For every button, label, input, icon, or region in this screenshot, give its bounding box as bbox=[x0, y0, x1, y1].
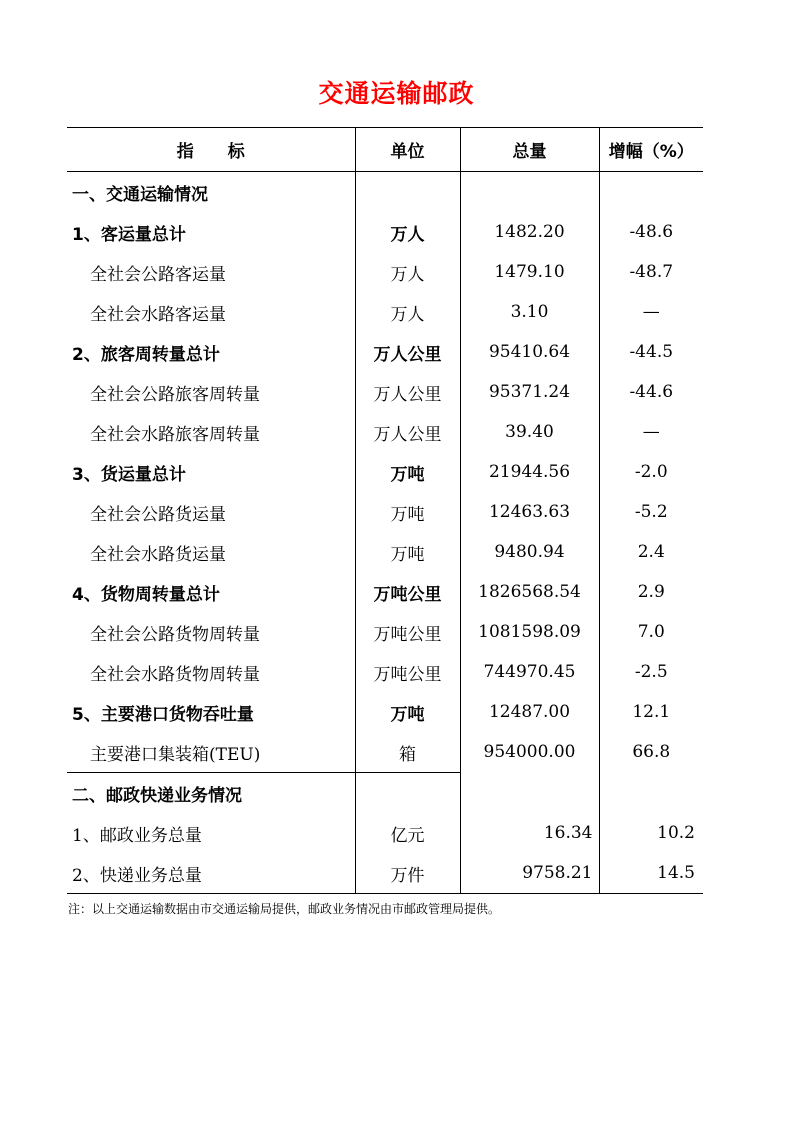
indicator-cell: 全社会公路货物周转量 bbox=[90, 624, 260, 645]
growth-cell: 2.9 bbox=[599, 572, 703, 612]
table-row bbox=[67, 292, 703, 332]
data-table bbox=[67, 127, 703, 894]
section-title: 二、邮政快递业务情况 bbox=[67, 773, 355, 814]
unit-cell: 万吨 bbox=[355, 492, 460, 532]
total-cell: 9480.94 bbox=[460, 532, 599, 572]
indicator-cell: 1、客运量总计 bbox=[72, 224, 186, 245]
growth-cell: 10.2 bbox=[599, 813, 703, 853]
unit-cell: 万人 bbox=[355, 292, 460, 332]
total-cell: 9758.21 bbox=[460, 853, 599, 894]
total-cell: 1081598.09 bbox=[460, 612, 599, 652]
unit-cell: 万吨公里 bbox=[355, 652, 460, 692]
growth-cell: 12.1 bbox=[599, 692, 703, 732]
total-cell: 16.34 bbox=[460, 813, 599, 853]
table-header-row bbox=[67, 128, 703, 172]
growth-cell bbox=[599, 773, 703, 814]
growth-cell: -44.6 bbox=[599, 372, 703, 412]
total-cell: 3.10 bbox=[460, 292, 599, 332]
table-row bbox=[67, 652, 703, 692]
unit-cell: 万吨公里 bbox=[355, 572, 460, 612]
unit-cell: 万人公里 bbox=[355, 412, 460, 452]
indicator-cell: 全社会公路货运量 bbox=[90, 504, 226, 525]
page-title: 交通运输邮政 bbox=[318, 79, 475, 108]
unit-cell: 万人 bbox=[355, 252, 460, 292]
unit-cell bbox=[355, 773, 460, 814]
indicator-cell: 全社会水路货物周转量 bbox=[90, 664, 260, 685]
unit-cell: 亿元 bbox=[355, 813, 460, 853]
total-cell: 12487.00 bbox=[460, 692, 599, 732]
unit-cell: 万人公里 bbox=[355, 372, 460, 412]
growth-cell: 66.8 bbox=[599, 732, 703, 773]
indicator-cell: 全社会水路货运量 bbox=[90, 544, 226, 565]
section-title: 一、交通运输情况 bbox=[72, 184, 208, 205]
total-cell: 744970.45 bbox=[460, 652, 599, 692]
header-total: 总量 bbox=[460, 128, 599, 172]
growth-cell: — bbox=[599, 412, 703, 452]
unit-cell bbox=[355, 172, 460, 213]
table-row bbox=[67, 372, 703, 412]
unit-cell: 万人公里 bbox=[355, 332, 460, 372]
table-row bbox=[67, 412, 703, 452]
indicator-cell: 全社会水路旅客周转量 bbox=[90, 424, 260, 445]
indicator-cell: 2、旅客周转量总计 bbox=[72, 344, 220, 365]
total-cell: 21944.56 bbox=[460, 452, 599, 492]
table-row bbox=[67, 492, 703, 532]
total-cell: 1826568.54 bbox=[460, 572, 599, 612]
growth-cell: 2.4 bbox=[599, 532, 703, 572]
growth-cell: -44.5 bbox=[599, 332, 703, 372]
growth-cell: 14.5 bbox=[599, 853, 703, 894]
unit-cell: 万吨公里 bbox=[355, 612, 460, 652]
total-cell: 1482.20 bbox=[460, 212, 599, 252]
unit-cell: 箱 bbox=[355, 732, 460, 773]
table-row bbox=[67, 773, 703, 814]
header-unit: 单位 bbox=[355, 128, 460, 172]
growth-cell: -2.0 bbox=[599, 452, 703, 492]
total-cell: 39.40 bbox=[460, 412, 599, 452]
indicator-cell: 全社会公路客运量 bbox=[90, 264, 226, 285]
footnote: 注：以上交通运输数据由市交通运输局提供，邮政业务情况由市邮政管理局提供。 bbox=[68, 902, 501, 916]
total-cell: 95410.64 bbox=[460, 332, 599, 372]
indicator-cell: 5、主要港口货物吞吐量 bbox=[72, 704, 254, 725]
total-cell: 1479.10 bbox=[460, 252, 599, 292]
unit-cell: 万吨 bbox=[355, 692, 460, 732]
unit-cell: 万吨 bbox=[355, 532, 460, 572]
indicator-cell: 3、货运量总计 bbox=[72, 464, 186, 485]
table-row bbox=[67, 692, 703, 732]
growth-cell bbox=[599, 172, 703, 213]
indicator-cell: 全社会公路旅客周转量 bbox=[90, 384, 260, 405]
total-cell bbox=[460, 773, 599, 814]
table-row bbox=[67, 532, 703, 572]
growth-cell: -5.2 bbox=[599, 492, 703, 532]
growth-cell: -2.5 bbox=[599, 652, 703, 692]
unit-cell: 万人 bbox=[355, 212, 460, 252]
growth-cell: -48.6 bbox=[599, 212, 703, 252]
total-cell: 95371.24 bbox=[460, 372, 599, 412]
total-cell: 954000.00 bbox=[460, 732, 599, 773]
indicator-cell: 4、货物周转量总计 bbox=[72, 584, 220, 605]
header-indicator: 指 标 bbox=[67, 128, 355, 172]
indicator-cell: 全社会水路客运量 bbox=[90, 304, 226, 325]
growth-cell: 7.0 bbox=[599, 612, 703, 652]
table-row bbox=[67, 732, 703, 773]
table-row bbox=[67, 212, 703, 252]
header-growth: 增幅（%） bbox=[599, 128, 703, 172]
table-row bbox=[67, 452, 703, 492]
table-row bbox=[67, 172, 703, 213]
table-row bbox=[67, 813, 703, 853]
growth-cell: — bbox=[599, 292, 703, 332]
table-row bbox=[67, 853, 703, 894]
growth-cell: -48.7 bbox=[599, 252, 703, 292]
table-row bbox=[67, 572, 703, 612]
indicator-cell: 主要港口集装箱(TEU) bbox=[90, 744, 261, 765]
unit-cell: 万吨 bbox=[355, 452, 460, 492]
table-row bbox=[67, 612, 703, 652]
unit-cell: 万件 bbox=[355, 853, 460, 894]
total-cell: 12463.63 bbox=[460, 492, 599, 532]
table-row bbox=[67, 252, 703, 292]
indicator-cell: 2、快递业务总量 bbox=[67, 853, 355, 894]
indicator-cell: 1、邮政业务总量 bbox=[72, 825, 202, 846]
table-row bbox=[67, 332, 703, 372]
total-cell bbox=[460, 172, 599, 213]
